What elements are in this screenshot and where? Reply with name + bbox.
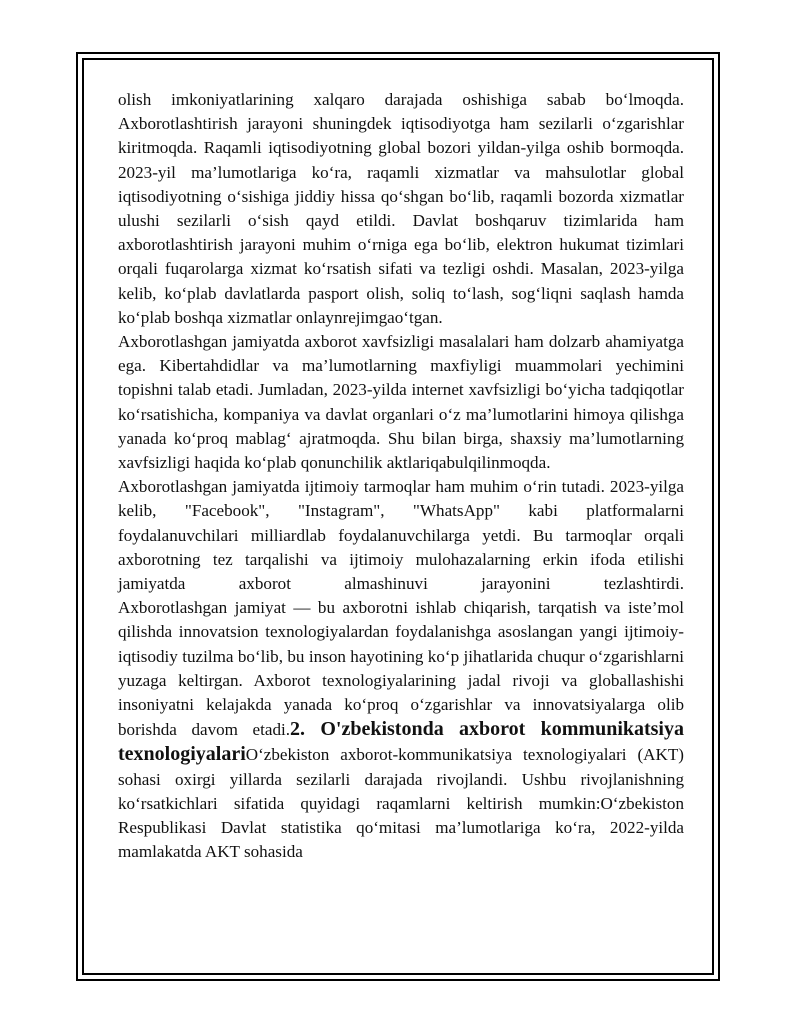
section-heading: 2. O'zbekistonda axborot kommunikatsiya texnologiyalari <box>118 718 684 766</box>
paragraph-4-text: Axborotlashgan jamiyat — bu axborotni ishlab chiqarish, tarqatish va iste’mol qilishda innovatsion texnologiyalardan foydalanishga asoslangan yangi ijtimoiy-iqtisodiy tuzilma bo‘lib, bu inson hayotining ko‘p jihatlarida chuqur o‘zgarishlarni yuzaga keltirgan. Axborot texnologiyalarining jadal rivoji va globallashishi insoniyatni kelajakda yanada ko‘proq o‘zgarishlar va innovatsiyalarga olib borishda davom etadi. <box>118 598 684 740</box>
paragraph-1: olish imkoniyatlarining xalqaro darajada oshishiga sabab bo‘lmoqda. Axborotlashtirish jarayoni shuningdek iqtisodiyotga ham sezilarli o‘zgarishlar kiritmoqda. Raqamli iqtisodiyotning global bozori yildan-yilga oshib bormoqda. 2023-yil ma’lumotlariga ko‘ra, raqamli xizmatlar va mahsulotlar global iqtisodiyotning o‘sishiga jiddiy hissa qo‘shgan bo‘lib, raqamli bozorda xizmatlar ulushi sezilarli o‘sish qayd etildi. Davlat boshqaruv tizimlarida ham axborotlashtirish jarayoni muhim o‘rniga ega bo‘lib, elektron hukumat tizimlari orqali fuqarolarga xizmat ko‘rsatish sifati va tezligi oshdi. Masalan, 2023-yilga kelib, ko‘plab davlatlarda pasport olish, soliq to‘lash, sog‘liqni saqlash hamda ko‘plab boshqa xizmatlar onlaynrejimgao‘tgan. <box>118 90 684 327</box>
paragraph-4-with-heading <box>118 596 684 864</box>
paragraph-3: Axborotlashgan jamiyatda ijtimoiy tarmoqlar ham muhim o‘rin tutadi. 2023-yilga kelib, "Facebook", "Instagram", "WhatsApp" kabi platformalarni foydalanuvchilari milliardlab foydalanuvchilarga yetdi. Bu tarmoqlar orqali axborotning tez tarqalishi va ijtimoiy mulohazalarning erkin ifoda etilishi jamiyatda axborot almashinuvi jarayonini tezlashtirdi. <box>118 477 684 594</box>
paragraph-2: Axborotlashgan jamiyatda axborot xavfsizligi masalalari ham dolzarb ahamiyatga ega. Kibertahdidlar va ma’lumotlarning maxfiyligi muammolari yechimini topishni talab etadi. Jumladan, 2023-yilda internet xavfsizligi bo‘yicha tadqiqotlar ko‘rsatishicha, kompaniya va davlat organlari o‘z ma’lumotlarini himoya qilishga yanada ko‘proq mablag‘ ajratmoqda. Shu bilan birga, shaxsiy ma’lumotlarning xavfsizligi haqida ko‘plab qonunchilik aktlariqabulqilinmoqda. <box>118 332 684 473</box>
document-body <box>118 88 684 865</box>
final-paragraph: O‘zbekiston axborot-kommunikatsiya texnologiyalari (AKT) sohasi oxirgi yillarda sezilarli darajada rivojlandi. Ushbu rivojlanishning ko‘rsatkichlari sifatida quyidagi raqamlarni keltirish mumkin:O‘zbekiston Respublikasi Davlat statistika qo‘mitasi ma’lumotlariga ko‘ra, 2022-yilda mamlakatda AKT sohasida <box>118 745 684 862</box>
